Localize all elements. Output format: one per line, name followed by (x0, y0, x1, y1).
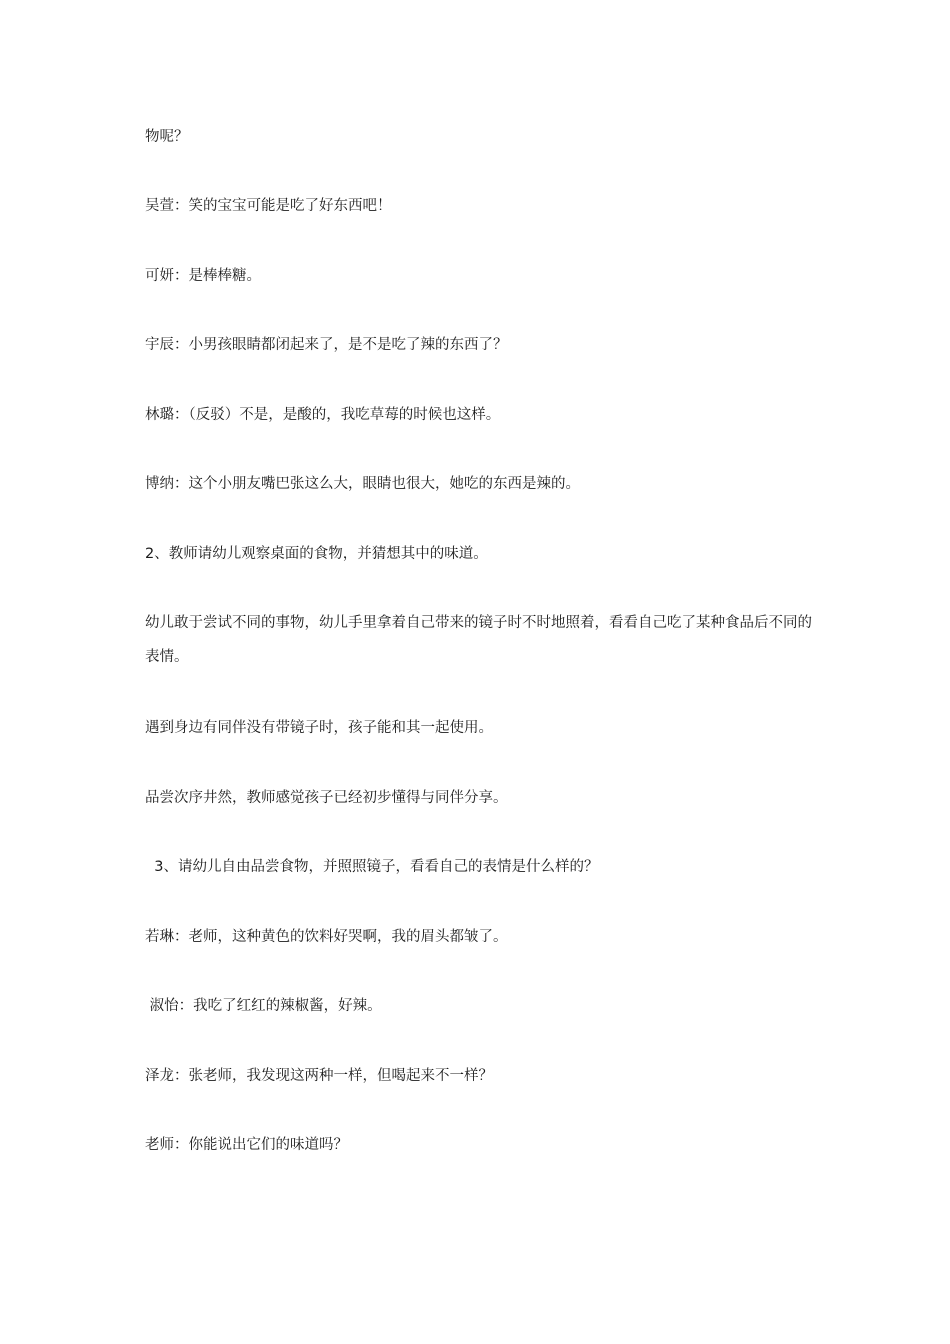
paragraph-orderly-tasting: 品尝次序井然，教师感觉孩子已经初步懂得与同伴分享。 (145, 790, 508, 806)
paragraph-wuxuan: 吴萱：笑的宝宝可能是吃了好东西吧！ (145, 198, 392, 214)
paragraph-keyan: 可妍：是棒棒糖。 (145, 268, 261, 284)
paragraph-shuyi: 淑怡：我吃了红红的辣椒酱，好辣。 (145, 998, 382, 1014)
paragraph-bona: 博纳：这个小朋友嘴巴张这么大，眼睛也很大，她吃的东西是辣的。 (145, 476, 580, 492)
paragraph-yuchen: 宇辰：小男孩眼睛都闭起来了，是不是吃了辣的东西了？ (145, 337, 508, 353)
paragraph-question-end: 物呢？ (145, 129, 189, 145)
paragraph-step-2: 2、教师请幼儿观察桌面的食物，并猜想其中的味道。 (145, 546, 488, 562)
paragraph-ruolin: 若琳：老师，这种黄色的饮料好哭啊，我的眉头都皱了。 (145, 929, 508, 945)
paragraph-mirror-try: 幼儿敢于尝试不同的事物，幼儿手里拿着自己带来的镜子时不时地照着，看看自己吃了某种食品后不同的表情。 (145, 615, 812, 665)
paragraph-teacher-question: 老师：你能说出它们的味道吗？ (145, 1137, 348, 1153)
paragraph-linlu: 林璐：（反驳）不是，是酸的，我吃草莓的时候也这样。 (145, 407, 501, 423)
paragraph-share-mirror: 遇到身边有同伴没有带镜子时，孩子能和其一起使用。 (145, 720, 493, 736)
paragraph-zelong: 泽龙：张老师，我发现这两种一样，但喝起来不一样？ (145, 1068, 493, 1084)
paragraph-step-3: 3、请幼儿自由品尝食物，并照照镜子，看看自己的表情是什么样的？ (145, 859, 599, 875)
